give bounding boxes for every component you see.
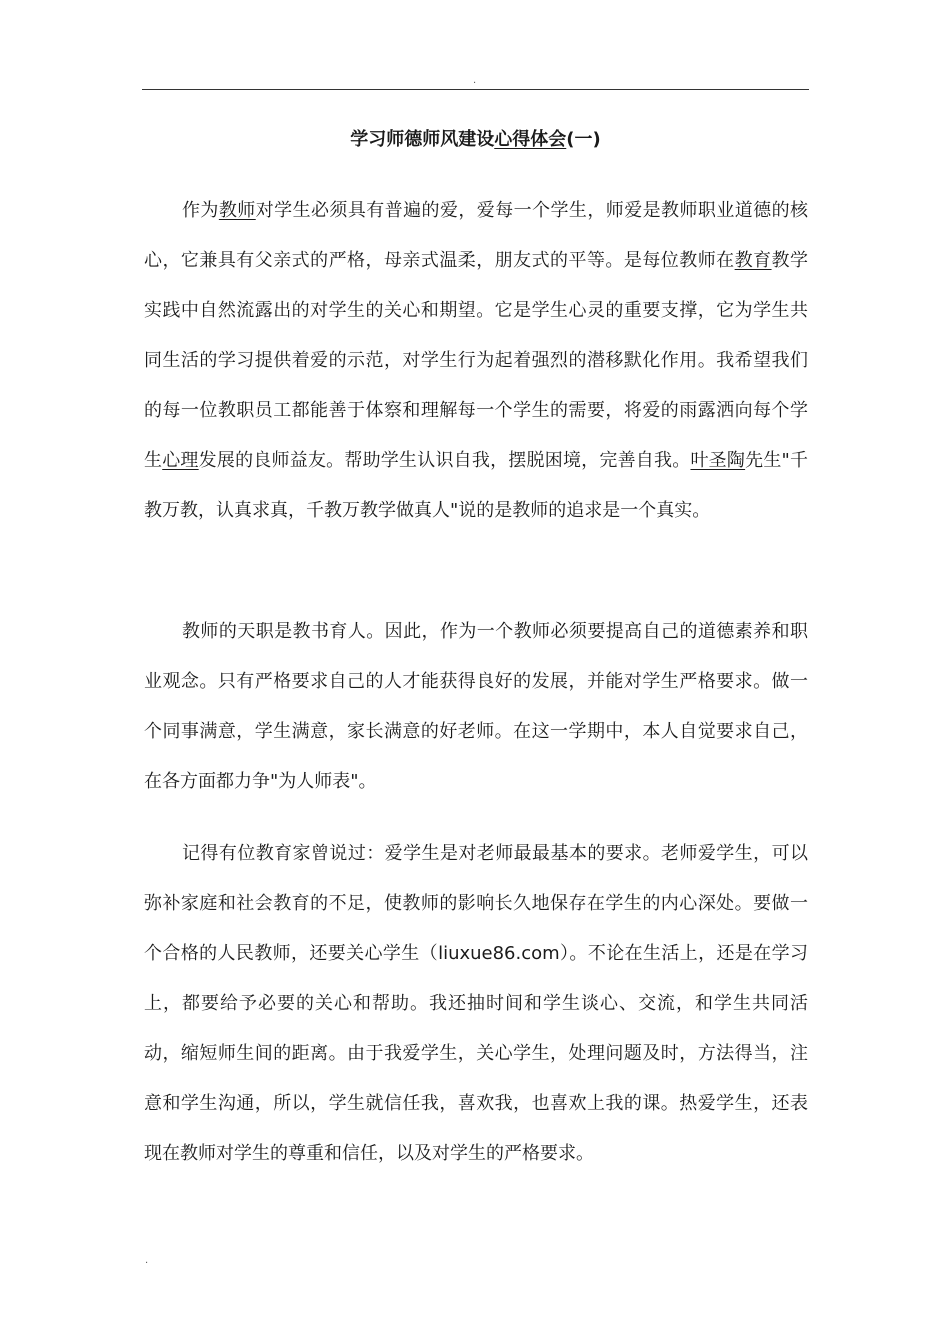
header-rule [142,89,809,90]
link-jiaoyu[interactable]: 教育 [734,250,772,271]
link-xinli[interactable]: 心理 [162,450,199,471]
p1-text-2: 对学生必须具有普遍的爱，爱每一个学生，师爱是教师职业道德的核心，它兼具有父亲式的严格，母亲式温柔，朋友式的平等。是每位教师在 [144,200,809,271]
header-mark: . [473,75,477,86]
link-jiaoshi[interactable]: 教师 [218,200,256,221]
paragraph-1 [144,186,808,536]
p1-text-5: 先生"千教万教，认真求真，千教万教学做真人"说的是教师的追求是一个真实。 [144,450,809,521]
p1-text-1: 作为 [182,200,219,221]
p1-text-4: 发展的良师益友。帮助学生认识自我，摆脱困境，完善自我。 [198,450,691,471]
p1-text-3: 教学实践中自然流露出的对学生的关心和期望。它是学生心灵的重要支撑，它为学生共同生活的学习提供着爱的示范，对学生行为起着强烈的潜移默化作用。我希望我们的每一位教职员工都能善于体察和理解每一个学生的需要，将爱的雨露洒向每个学生 [144,250,809,471]
title-part-a: 学习师德师风建设 [350,129,495,150]
paragraph-2: 教师的天职是教书育人。因此，作为一个教师必须要提高自己的道德素养和职业观念。只有严格要求自己的人才能获得良好的发展，并能对学生严格要求。做一个同事满意，学生满意，家长满意的好老师。在这一学期中，本人自觉要求自己，在各方面都力争"为人师表"。 [144,621,808,792]
document-title [142,127,809,153]
paragraph-3: 记得有位教育家曾说过：爱学生是对老师最最基本的要求。老师爱学生，可以弥补家庭和社会教育的不足，使教师的影响长久地保存在学生的内心深处。要做一个合格的人民教师，还要关心学生（liuxue86.com）。不论在生活上，还是在学习上，都要给予必要的关心和帮助。我还抽时间和学生谈心、交流，和学生共同活动，缩短师生间的距离。由于我爱学生，关心学生，处理问题及时，方法得当，注意和学生沟通，所以，学生就信任我，喜欢我，也喜欢上我的课。热爱学生，还表现在教师对学生的尊重和信任，以及对学生的严格要求。 [144,843,808,1164]
title-link-xindetihui[interactable]: 心得体会 [494,129,567,150]
link-yeshengtao[interactable]: 叶圣陶 [690,450,746,471]
footer-mark: . [145,1255,149,1266]
title-part-c: (一) [566,129,601,150]
